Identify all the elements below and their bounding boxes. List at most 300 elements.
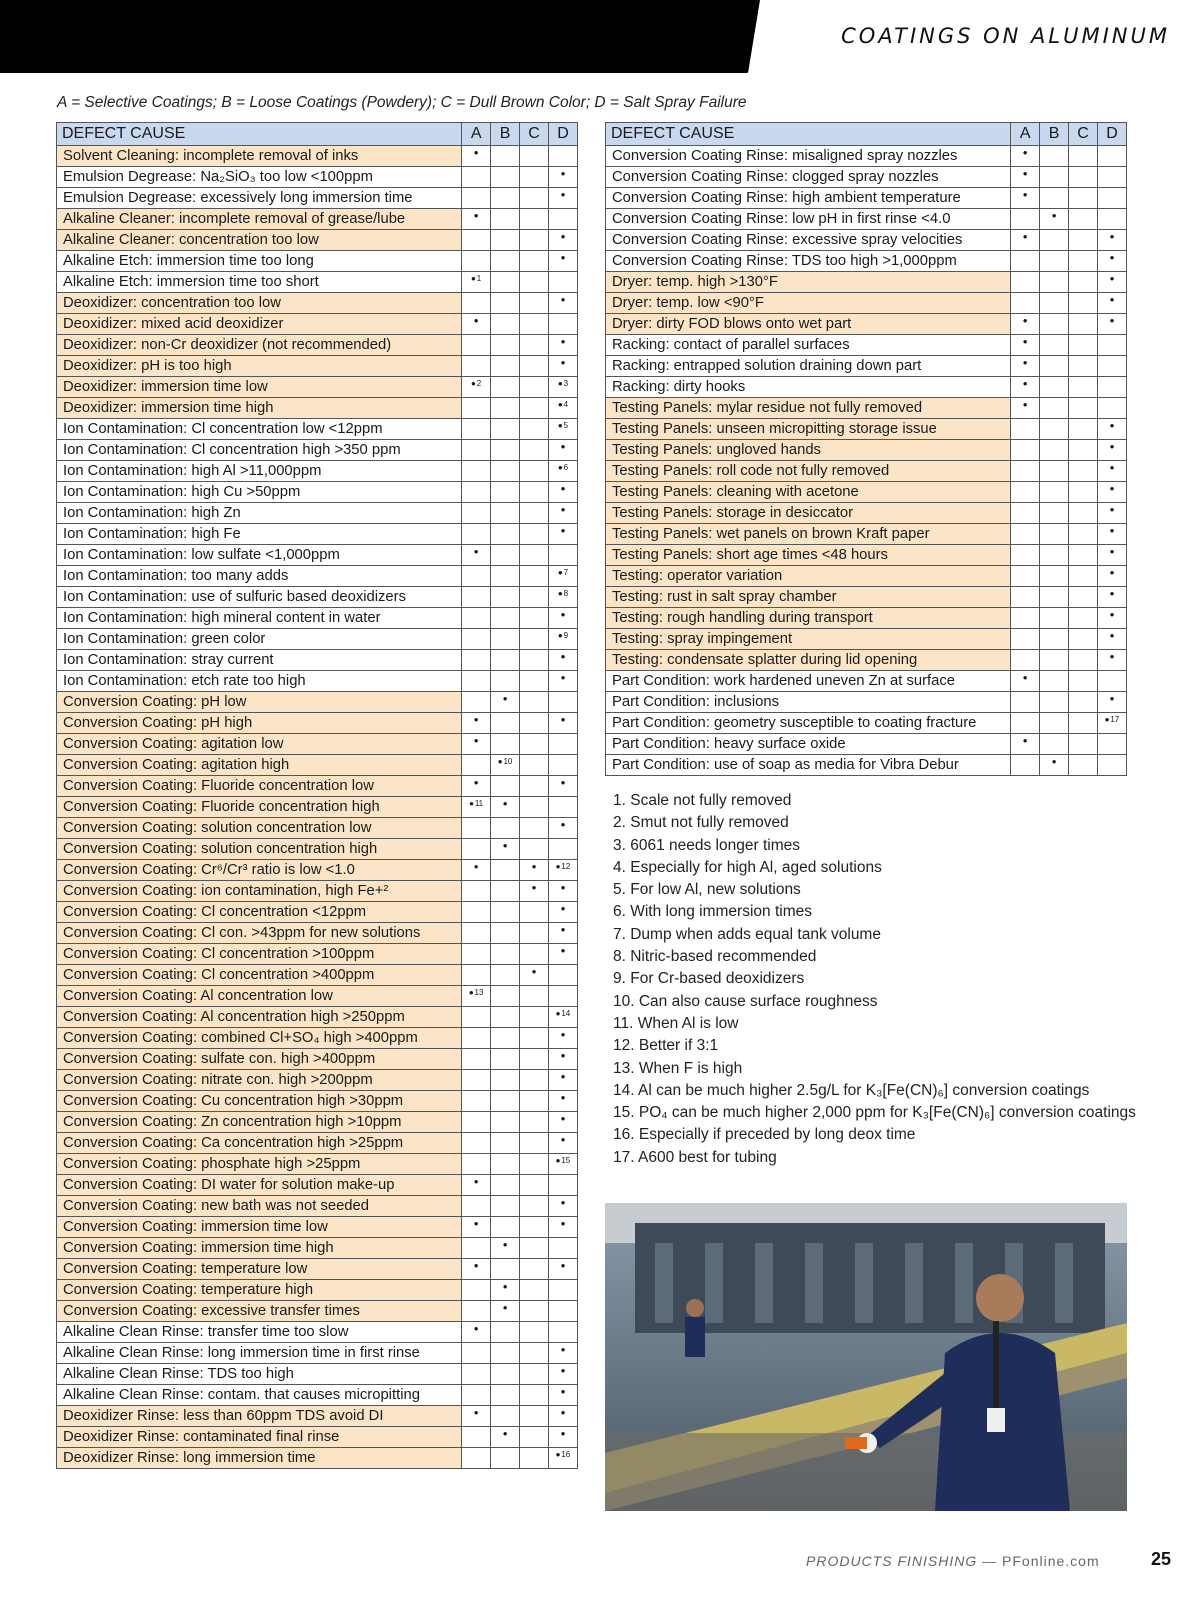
table-row: [606, 314, 1127, 335]
table-row: [606, 692, 1127, 713]
table-row: [606, 377, 1127, 398]
mark-cell-b: [1040, 608, 1069, 629]
table-row: [606, 188, 1127, 209]
mark-cell-c: [520, 818, 549, 839]
mark-cell-d: •: [1098, 251, 1127, 272]
mark-cell-d: •: [1098, 587, 1127, 608]
table-row: [57, 230, 578, 251]
mark-cell-a: •$^{13}$: [462, 986, 491, 1007]
defect-cause-cell: Ion Contamination: high Zn: [57, 503, 462, 524]
table-row: [57, 671, 578, 692]
mark-cell-b: •: [491, 1280, 520, 1301]
header-b: B: [1040, 123, 1069, 146]
mark-cell-b: •: [491, 1301, 520, 1322]
mark-cell-a: [1011, 251, 1040, 272]
header-b: B: [491, 123, 520, 146]
defect-cause-cell: Testing Panels: unseen micropitting storage issue: [606, 419, 1011, 440]
mark-cell-a: •: [1011, 167, 1040, 188]
mark-cell-d: •: [549, 713, 578, 734]
mark-cell-c: [520, 1091, 549, 1112]
mark-cell-c: [1069, 503, 1098, 524]
mark-cell-a: •: [462, 860, 491, 881]
mark-cell-c: [520, 524, 549, 545]
mark-cell-c: [520, 461, 549, 482]
mark-cell-d: •: [549, 923, 578, 944]
defect-cause-cell: Ion Contamination: use of sulfuric based deoxidizers: [57, 587, 462, 608]
mark-cell-d: •: [1098, 629, 1127, 650]
mark-cell-b: [491, 986, 520, 1007]
defect-cause-cell: Emulsion Degrease: excessively long immersion time: [57, 188, 462, 209]
table-row: [606, 461, 1127, 482]
mark-cell-b: [491, 1385, 520, 1406]
mark-cell-c: [1069, 377, 1098, 398]
mark-cell-b: [491, 1007, 520, 1028]
table-row: [57, 1343, 578, 1364]
defect-cause-cell: Alkaline Cleaner: incomplete removal of grease/lube: [57, 209, 462, 230]
footnote-item: 11. When Al is low: [613, 1014, 739, 1032]
mark-cell-a: •: [462, 209, 491, 230]
table-row: [606, 566, 1127, 587]
defect-cause-cell: Alkaline Clean Rinse: long immersion time in first rinse: [57, 1343, 462, 1364]
mark-cell-b: [491, 293, 520, 314]
table-row: [606, 587, 1127, 608]
mark-cell-d: •$^{12}$: [549, 860, 578, 881]
table-row: [57, 1427, 578, 1448]
mark-cell-d: •$^6$: [549, 461, 578, 482]
defect-cause-cell: Conversion Coating: phosphate high >25ppm: [57, 1154, 462, 1175]
table-row: [57, 272, 578, 293]
defect-cause-cell: Conversion Coating: Cl concentration >400ppm: [57, 965, 462, 986]
mark-cell-b: •: [1040, 755, 1069, 776]
header-band: [0, 0, 760, 73]
defect-cause-cell: Conversion Coating Rinse: TDS too high >1,000ppm: [606, 251, 1011, 272]
mark-cell-a: [462, 755, 491, 776]
mark-cell-c: [1069, 461, 1098, 482]
defect-cause-cell: Dryer: dirty FOD blows onto wet part: [606, 314, 1011, 335]
defect-cause-cell: Testing Panels: wet panels on brown Kraft paper: [606, 524, 1011, 545]
defect-cause-cell: Deoxidizer Rinse: long immersion time: [57, 1448, 462, 1469]
mark-cell-d: [549, 146, 578, 167]
defect-cause-cell: Ion Contamination: etch rate too high: [57, 671, 462, 692]
defect-cause-cell: Deoxidizer: pH is too high: [57, 356, 462, 377]
table-row: [57, 293, 578, 314]
mark-cell-b: [1040, 671, 1069, 692]
mark-cell-b: [491, 251, 520, 272]
mark-cell-a: [462, 839, 491, 860]
mark-cell-a: •: [1011, 335, 1040, 356]
defect-cause-cell: Conversion Coating: nitrate con. high >200ppm: [57, 1070, 462, 1091]
table-row: [57, 1385, 578, 1406]
table-row: [57, 1259, 578, 1280]
defect-cause-cell: Ion Contamination: low sulfate <1,000ppm: [57, 545, 462, 566]
mark-cell-a: •: [462, 146, 491, 167]
mark-cell-b: [491, 608, 520, 629]
mark-cell-c: [1069, 713, 1098, 734]
defect-cause-cell: Conversion Coating: Al concentration low: [57, 986, 462, 1007]
mark-cell-b: [1040, 188, 1069, 209]
mark-cell-a: [462, 1007, 491, 1028]
mark-cell-b: [491, 671, 520, 692]
mark-cell-c: [1069, 356, 1098, 377]
defect-cause-cell: Ion Contamination: high Al >11,000ppm: [57, 461, 462, 482]
table-row: [57, 335, 578, 356]
defect-cause-cell: Testing: rough handling during transport: [606, 608, 1011, 629]
footnote-item: 15. PO₄ can be much higher 2,000 ppm for K₃[Fe(CN)₆] conversion coatings: [613, 1104, 1136, 1122]
mark-cell-d: •$^{16}$: [549, 1448, 578, 1469]
mark-cell-d: •: [1098, 419, 1127, 440]
mark-cell-b: [1040, 293, 1069, 314]
mark-cell-a: [462, 923, 491, 944]
mark-cell-b: [491, 1028, 520, 1049]
mark-cell-b: [491, 902, 520, 923]
mark-cell-a: [1011, 566, 1040, 587]
mark-cell-c: [520, 713, 549, 734]
mark-cell-b: [1040, 713, 1069, 734]
table-row: [57, 482, 578, 503]
mark-cell-b: [491, 335, 520, 356]
header-cause: DEFECT CAUSE: [57, 123, 462, 146]
mark-cell-a: [1011, 440, 1040, 461]
mark-cell-b: [1040, 503, 1069, 524]
mark-cell-a: [1011, 713, 1040, 734]
mark-cell-a: [462, 1133, 491, 1154]
mark-cell-d: •$^{15}$: [549, 1154, 578, 1175]
defect-cause-cell: Deoxidizer Rinse: less than 60ppm TDS avoid DI: [57, 1406, 462, 1427]
table-row: [57, 356, 578, 377]
mark-cell-c: [1069, 293, 1098, 314]
mark-cell-b: [491, 461, 520, 482]
table-row: [57, 839, 578, 860]
table-row: [57, 1364, 578, 1385]
mark-cell-b: [491, 1196, 520, 1217]
table-row: [606, 146, 1127, 167]
mark-cell-b: [1040, 587, 1069, 608]
mark-cell-d: •: [1098, 314, 1127, 335]
mark-cell-a: [1011, 419, 1040, 440]
defect-cause-cell: Conversion Coating: excessive transfer times: [57, 1301, 462, 1322]
mark-cell-c: [1069, 209, 1098, 230]
header-d: D: [1098, 123, 1127, 146]
mark-cell-d: [1098, 671, 1127, 692]
table-row: [606, 713, 1127, 734]
defect-cause-cell: Testing: spray impingement: [606, 629, 1011, 650]
table-row: [606, 650, 1127, 671]
mark-cell-a: [462, 251, 491, 272]
mark-cell-c: [1069, 314, 1098, 335]
mark-cell-b: [491, 503, 520, 524]
mark-cell-a: [462, 1301, 491, 1322]
mark-cell-c: [1069, 524, 1098, 545]
mark-cell-a: •: [462, 1175, 491, 1196]
mark-cell-d: •: [549, 1112, 578, 1133]
mark-cell-d: •: [549, 881, 578, 902]
defect-cause-cell: Testing Panels: cleaning with acetone: [606, 482, 1011, 503]
table-row: [57, 1406, 578, 1427]
mark-cell-c: [1069, 566, 1098, 587]
page-section-title: COATINGS ON ALUMINUM: [841, 24, 1170, 48]
mark-cell-c: [520, 755, 549, 776]
mark-cell-d: [1098, 755, 1127, 776]
mark-cell-b: [1040, 629, 1069, 650]
defect-cause-cell: Conversion Coating: agitation high: [57, 755, 462, 776]
table-row: [606, 167, 1127, 188]
defect-cause-cell: Conversion Coating Rinse: clogged spray nozzles: [606, 167, 1011, 188]
mark-cell-b: [491, 923, 520, 944]
mark-cell-c: [520, 545, 549, 566]
mark-cell-a: [1011, 482, 1040, 503]
mark-cell-d: [1098, 335, 1127, 356]
mark-cell-c: [520, 1070, 549, 1091]
mark-cell-d: •: [549, 1091, 578, 1112]
mark-cell-a: [1011, 650, 1040, 671]
mark-cell-d: •: [549, 1259, 578, 1280]
mark-cell-a: [462, 440, 491, 461]
mark-cell-a: [462, 587, 491, 608]
mark-cell-d: •$^9$: [549, 629, 578, 650]
mark-cell-d: [549, 1322, 578, 1343]
mark-cell-a: [462, 503, 491, 524]
mark-cell-d: •: [549, 1385, 578, 1406]
mark-cell-b: [491, 1406, 520, 1427]
factory-worker-photo: [605, 1203, 1127, 1511]
mark-cell-d: •: [1098, 566, 1127, 587]
table-row: [57, 650, 578, 671]
mark-cell-c: [1069, 230, 1098, 251]
table-row: [57, 503, 578, 524]
mark-cell-b: [491, 965, 520, 986]
mark-cell-d: •: [549, 671, 578, 692]
mark-cell-b: [1040, 566, 1069, 587]
defect-cause-cell: Conversion Coating: Zn concentration high >10ppm: [57, 1112, 462, 1133]
defect-cause-cell: Dryer: temp. low <90°F: [606, 293, 1011, 314]
header-d: D: [549, 123, 578, 146]
mark-cell-c: [520, 1133, 549, 1154]
mark-cell-b: [491, 545, 520, 566]
header-c: C: [1069, 123, 1098, 146]
mark-cell-c: [1069, 755, 1098, 776]
defect-table-left: [56, 122, 578, 1469]
mark-cell-a: [462, 1070, 491, 1091]
mark-cell-c: [520, 209, 549, 230]
table-row: [606, 356, 1127, 377]
mark-cell-c: [520, 377, 549, 398]
mark-cell-d: •: [549, 1364, 578, 1385]
mark-cell-c: [1069, 545, 1098, 566]
mark-cell-a: [462, 461, 491, 482]
table-row: [57, 629, 578, 650]
mark-cell-c: [520, 839, 549, 860]
defect-cause-cell: Conversion Coating: temperature low: [57, 1259, 462, 1280]
mark-cell-b: •: [491, 1238, 520, 1259]
defect-cause-cell: Deoxidizer: immersion time high: [57, 398, 462, 419]
mark-cell-c: [520, 1196, 549, 1217]
table-row: [57, 1175, 578, 1196]
legend-key: A = Selective Coatings; B = Loose Coatings (Powdery); C = Dull Brown Color; D = Salt Spray Failure: [57, 94, 747, 111]
mark-cell-d: •: [549, 524, 578, 545]
mark-cell-c: [520, 272, 549, 293]
mark-cell-d: [1098, 356, 1127, 377]
table-row: [606, 608, 1127, 629]
table-row: [57, 860, 578, 881]
footnote-item: 2. Smut not fully removed: [613, 814, 789, 832]
mark-cell-d: •: [1098, 482, 1127, 503]
mark-cell-c: [1069, 419, 1098, 440]
mark-cell-d: •$^7$: [549, 566, 578, 587]
defect-cause-cell: Dryer: temp. high >130°F: [606, 272, 1011, 293]
footnote-item: 3. 6061 needs longer times: [613, 836, 800, 854]
mark-cell-d: •: [1098, 608, 1127, 629]
defect-cause-cell: Racking: entrapped solution draining down part: [606, 356, 1011, 377]
defect-cause-cell: Testing: operator variation: [606, 566, 1011, 587]
mark-cell-c: [520, 1343, 549, 1364]
mark-cell-b: [491, 587, 520, 608]
mark-cell-a: [462, 692, 491, 713]
table-row: [57, 1217, 578, 1238]
defect-cause-cell: Part Condition: geometry susceptible to coating fracture: [606, 713, 1011, 734]
mark-cell-a: •: [1011, 734, 1040, 755]
table-row: [57, 587, 578, 608]
mark-cell-c: [520, 1385, 549, 1406]
mark-cell-c: [1069, 335, 1098, 356]
mark-cell-a: [462, 1091, 491, 1112]
defect-cause-cell: Conversion Coating: temperature high: [57, 1280, 462, 1301]
table-row: [606, 734, 1127, 755]
table-row: [606, 335, 1127, 356]
mark-cell-c: [520, 923, 549, 944]
footnote-item: 13. When F is high: [613, 1059, 743, 1077]
defect-cause-cell: Conversion Coating: Al concentration high >250ppm: [57, 1007, 462, 1028]
mark-cell-a: [462, 1238, 491, 1259]
mark-cell-d: [1098, 167, 1127, 188]
mark-cell-a: [462, 944, 491, 965]
mark-cell-d: [1098, 188, 1127, 209]
mark-cell-d: [549, 314, 578, 335]
header-a: A: [462, 123, 491, 146]
mark-cell-b: [1040, 167, 1069, 188]
mark-cell-c: [520, 293, 549, 314]
mark-cell-d: [549, 1301, 578, 1322]
mark-cell-b: [491, 1112, 520, 1133]
defect-cause-cell: Testing Panels: short age times <48 hours: [606, 545, 1011, 566]
mark-cell-a: [462, 1196, 491, 1217]
table-row: [57, 419, 578, 440]
table-row: [57, 734, 578, 755]
footnote-item: 7. Dump when adds equal tank volume: [613, 925, 881, 943]
mark-cell-a: •$^{11}$: [462, 797, 491, 818]
mark-cell-a: [462, 1049, 491, 1070]
mark-cell-c: [1069, 398, 1098, 419]
mark-cell-c: [520, 1364, 549, 1385]
mark-cell-d: •: [549, 1049, 578, 1070]
table-row: [57, 566, 578, 587]
mark-cell-a: [1011, 503, 1040, 524]
mark-cell-c: [520, 776, 549, 797]
mark-cell-d: •: [1098, 293, 1127, 314]
table-row: [606, 293, 1127, 314]
mark-cell-a: [462, 566, 491, 587]
table-row: [606, 671, 1127, 692]
mark-cell-a: •: [1011, 671, 1040, 692]
mark-cell-d: [549, 965, 578, 986]
footnote-item: 10. Can also cause surface roughness: [613, 992, 878, 1010]
mark-cell-c: [520, 1448, 549, 1469]
mark-cell-c: [520, 566, 549, 587]
defect-cause-cell: Solvent Cleaning: incomplete removal of inks: [57, 146, 462, 167]
table-row: [57, 398, 578, 419]
mark-cell-d: •: [549, 167, 578, 188]
mark-cell-b: [491, 1217, 520, 1238]
defect-cause-cell: Alkaline Clean Rinse: contam. that causes micropitting: [57, 1385, 462, 1406]
mark-cell-b: [491, 1448, 520, 1469]
mark-cell-c: [520, 1049, 549, 1070]
defect-cause-cell: Racking: contact of parallel surfaces: [606, 335, 1011, 356]
table-row: [606, 251, 1127, 272]
defect-cause-cell: Deoxidizer Rinse: contaminated final rinse: [57, 1427, 462, 1448]
mark-cell-b: [1040, 440, 1069, 461]
mark-cell-a: •: [462, 1217, 491, 1238]
mark-cell-a: [462, 167, 491, 188]
mark-cell-b: [491, 1343, 520, 1364]
mark-cell-c: [520, 1007, 549, 1028]
defect-cause-cell: Racking: dirty hooks: [606, 377, 1011, 398]
left-table-body: [57, 146, 578, 1469]
mark-cell-b: [1040, 650, 1069, 671]
mark-cell-d: •$^3$: [549, 377, 578, 398]
table-row: [57, 1448, 578, 1469]
mark-cell-b: [491, 860, 520, 881]
defect-cause-cell: Alkaline Etch: immersion time too long: [57, 251, 462, 272]
mark-cell-d: [549, 692, 578, 713]
footnotes-list: [613, 790, 1136, 1169]
mark-cell-c: [1069, 650, 1098, 671]
header-a: A: [1011, 123, 1040, 146]
defect-cause-cell: Testing: condensate splatter during lid opening: [606, 650, 1011, 671]
mark-cell-a: •: [462, 1406, 491, 1427]
mark-cell-a: [462, 398, 491, 419]
mark-cell-a: [1011, 608, 1040, 629]
mark-cell-b: [1040, 482, 1069, 503]
mark-cell-b: [491, 440, 520, 461]
table-row: [57, 1280, 578, 1301]
defect-cause-cell: Ion Contamination: Cl concentration low <12ppm: [57, 419, 462, 440]
mark-cell-d: [1098, 146, 1127, 167]
table-row: [606, 629, 1127, 650]
mark-cell-b: [491, 1154, 520, 1175]
mark-cell-d: •: [549, 818, 578, 839]
mark-cell-a: [1011, 209, 1040, 230]
mark-cell-b: [1040, 398, 1069, 419]
mark-cell-d: •: [1098, 545, 1127, 566]
table-row: [57, 944, 578, 965]
table-header-row: [606, 123, 1127, 146]
mark-cell-a: [462, 419, 491, 440]
mark-cell-d: •: [1098, 524, 1127, 545]
mark-cell-d: •$^{14}$: [549, 1007, 578, 1028]
mark-cell-a: [462, 1154, 491, 1175]
footer: [806, 1553, 1100, 1569]
mark-cell-a: [462, 230, 491, 251]
mark-cell-b: [1040, 335, 1069, 356]
mark-cell-d: •: [549, 1028, 578, 1049]
mark-cell-a: [462, 629, 491, 650]
mark-cell-d: [1098, 398, 1127, 419]
table-row: [606, 482, 1127, 503]
mark-cell-d: •$^8$: [549, 587, 578, 608]
mark-cell-b: [1040, 524, 1069, 545]
mark-cell-b: [491, 818, 520, 839]
mark-cell-b: [491, 944, 520, 965]
mark-cell-c: [520, 314, 549, 335]
